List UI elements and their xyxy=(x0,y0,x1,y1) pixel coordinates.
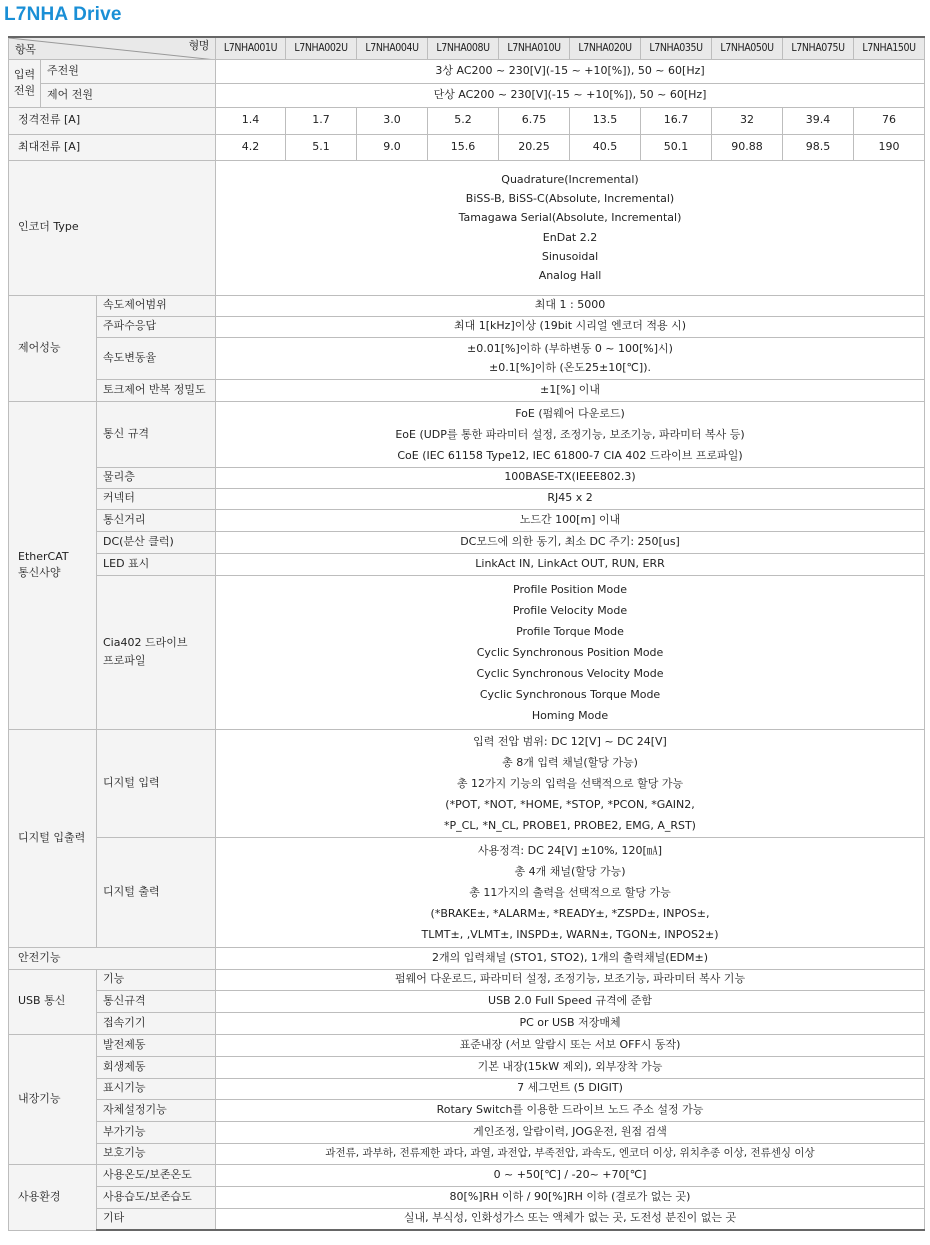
dc-value: DC모드에 의한 동기, 최소 DC 주기: 250[us] xyxy=(216,531,925,553)
control-power-row xyxy=(9,83,925,107)
builtin-value: 표준내장 (서보 알람시 또는 서보 OFF시 동작) xyxy=(216,1034,925,1056)
rated-current-value: 1.7 xyxy=(286,107,357,134)
comm-spec-line: FoE (펌웨어 다운로드) xyxy=(515,406,625,420)
digital-input-line: *P_CL, *N_CL, PROBE1, PROBE2, EMG, A_RST) xyxy=(444,818,696,832)
digital-input-line: 총 8개 입력 채널(할당 가능) xyxy=(502,755,638,769)
comm-spec-line: CoE (IEC 61158 Type12, IEC 61800-7 CIA 402 드라이브 프로파일) xyxy=(397,448,743,462)
page-title: L7NHA Drive xyxy=(4,4,122,25)
profile-row xyxy=(9,575,925,729)
builtin-label: 부가기능 xyxy=(97,1121,216,1143)
max-current-value: 9.0 xyxy=(357,134,428,160)
builtin-row xyxy=(9,1034,925,1056)
profile-line: Profile Velocity Mode xyxy=(512,603,628,617)
usb-device-label: 접속기기 xyxy=(97,1012,216,1034)
connector-label: 커넥터 xyxy=(97,488,216,509)
digital-output-line: 총 4개 채널(할당 가능) xyxy=(514,864,626,878)
model-name: L7NHA075U xyxy=(783,37,854,59)
environment-value: 실내, 부식성, 인화성가스 또는 액체가 없는 곳, 도전성 분진이 없는 곳 xyxy=(216,1208,925,1230)
model-name: L7NHA020U xyxy=(570,37,641,59)
comm-spec-value xyxy=(216,401,925,467)
speed-variation-label: 속도변동율 xyxy=(97,337,216,379)
max-current-value: 50.1 xyxy=(641,134,712,160)
freq-response-value: 최대 1[kHz]이상 (19bit 시리얼 엔코더 적용 시) xyxy=(216,316,925,337)
builtin-row xyxy=(9,1099,925,1121)
usb-std-label: 통신규격 xyxy=(97,990,216,1012)
usb-std-value: USB 2.0 Full Speed 규격에 준함 xyxy=(216,990,925,1012)
digital-output-line: TLMT±, ,VLMT±, INSPD±, WARN±, TGON±, INPOS2±) xyxy=(421,927,719,941)
header-row xyxy=(9,37,925,59)
main-power-value: 3상 AC200 ~ 230[V](-15 ~ +10[%]), 50 ~ 60[Hz] xyxy=(216,59,925,83)
builtin-value: Rotary Switch를 이용한 드라이브 노드 주소 설정 가능 xyxy=(216,1099,925,1121)
builtin-label: 발전제동 xyxy=(97,1034,216,1056)
environment-row xyxy=(9,1164,925,1186)
environment-value: 80[%]RH 이하 / 90[%]RH 이하 (결로가 없는 곳) xyxy=(216,1186,925,1208)
profile-label: Cia402 드라이브 프로파일 xyxy=(97,575,216,729)
digital-input-label: 디지털 입력 xyxy=(97,729,216,837)
environment-label: 사용습도/보존습도 xyxy=(97,1186,216,1208)
torque-precision-label: 토크제어 반복 정밀도 xyxy=(97,379,216,401)
connector-value: RJ45 x 2 xyxy=(216,488,925,509)
environment-label: 기타 xyxy=(97,1208,216,1230)
builtin-label: 회생제동 xyxy=(97,1056,216,1078)
rated-current-value: 76 xyxy=(854,107,925,134)
comm-distance-value: 노드간 100[m] 이내 xyxy=(216,509,925,531)
max-current-value: 190 xyxy=(854,134,925,160)
comm-distance-row xyxy=(9,509,925,531)
max-current-value: 5.1 xyxy=(286,134,357,160)
model-name: L7NHA035U xyxy=(641,37,712,59)
encoder-line: BiSS-B, BiSS-C(Absolute, Incremental) xyxy=(465,191,675,205)
builtin-value: 7 세그먼트 (5 DIGIT) xyxy=(216,1078,925,1099)
profile-line: Profile Torque Mode xyxy=(516,624,624,638)
usb-device-row xyxy=(9,1012,925,1034)
control-power-value: 단상 AC200 ~ 230[V](-15 ~ +10[%]), 50 ~ 60[Hz] xyxy=(216,83,925,107)
builtin-label: 자체설정기능 xyxy=(97,1099,216,1121)
led-row xyxy=(9,553,925,575)
profile-line: Cyclic Synchronous Velocity Mode xyxy=(476,666,664,680)
usb-func-label: 기능 xyxy=(97,969,216,990)
rated-current-value: 3.0 xyxy=(357,107,428,134)
builtin-label: 보호기능 xyxy=(97,1143,216,1164)
environment-value: 0 ~ +50[℃] / -20~ +70[℃] xyxy=(216,1164,925,1186)
comm-distance-label: 통신거리 xyxy=(97,509,216,531)
encoder-value xyxy=(216,160,925,295)
speed-range-value: 최대 1 : 5000 xyxy=(216,295,925,316)
header-corner xyxy=(9,37,216,59)
builtin-row xyxy=(9,1121,925,1143)
encoder-label: 인코더 Type xyxy=(9,160,216,295)
environment-label: 사용온도/보존온도 xyxy=(97,1164,216,1186)
rated-current-value: 1.4 xyxy=(216,107,286,134)
physical-layer-row xyxy=(9,467,925,488)
usb-func-value: 펌웨어 다운로드, 파라미터 설정, 조정기능, 보조기능, 파라미터 복사 기능 xyxy=(216,969,925,990)
encoder-line: Tamagawa Serial(Absolute, Incremental) xyxy=(458,211,682,225)
rated-current-value: 5.2 xyxy=(428,107,499,134)
corner-diagonal xyxy=(9,38,216,59)
rated-current-value: 6.75 xyxy=(499,107,570,134)
freq-response-row xyxy=(9,316,925,337)
freq-response-label: 주파수응답 xyxy=(97,316,216,337)
usb-func-row xyxy=(9,969,925,990)
usb-std-row xyxy=(9,990,925,1012)
control-group: 제어성능 xyxy=(9,295,97,401)
rated-current-value: 32 xyxy=(712,107,783,134)
profile-line: Cyclic Synchronous Torque Mode xyxy=(479,687,661,701)
builtin-row xyxy=(9,1143,925,1164)
builtin-label: 표시기능 xyxy=(97,1078,216,1099)
digital-output-value xyxy=(216,837,925,947)
digital-output-line: (*BRAKE±, *ALARM±, *READY±, *ZSPD±, INPOS±, xyxy=(430,906,710,920)
led-value: LinkAct IN, LinkAct OUT, RUN, ERR xyxy=(216,553,925,575)
max-current-value: 4.2 xyxy=(216,134,286,160)
builtin-value: 게인조정, 알람이력, JOG운전, 원점 검색 xyxy=(216,1121,925,1143)
torque-precision-row xyxy=(9,379,925,401)
rated-current-value: 13.5 xyxy=(570,107,641,134)
builtin-value: 과전류, 과부하, 전류제한 과다, 과열, 과전압, 부족전압, 과속도, 엔코더 이상, 위치추종 이상, 전류센싱 이상 xyxy=(216,1143,925,1164)
model-name: L7NHA150U xyxy=(854,37,925,59)
physical-layer-value: 100BASE-TX(IEEE802.3) xyxy=(216,467,925,488)
model-name: L7NHA008U xyxy=(428,37,499,59)
physical-layer-label: 물리층 xyxy=(97,467,216,488)
encoder-line: Quadrature(Incremental) xyxy=(501,172,639,186)
digital-io-group: 디지털 입출력 xyxy=(9,729,97,947)
profile-line: Homing Mode xyxy=(531,708,609,722)
usb-group: USB 통신 xyxy=(9,969,97,1034)
ethercat-group: EtherCAT 통신사양 xyxy=(9,401,97,729)
comm-spec-line: EoE (UDP를 통한 파라미터 설정, 조정기능, 보조기능, 파라미터 복사 등) xyxy=(395,427,745,441)
builtin-group: 내장기능 xyxy=(9,1034,97,1164)
max-current-value: 15.6 xyxy=(428,134,499,160)
max-current-value: 98.5 xyxy=(783,134,854,160)
safety-label: 안전기능 xyxy=(9,947,216,969)
dc-row xyxy=(9,531,925,553)
comm-spec-row xyxy=(9,401,925,467)
max-current-value: 90.88 xyxy=(712,134,783,160)
torque-precision-value: ±1[%] 이내 xyxy=(216,379,925,401)
environment-group: 사용환경 xyxy=(9,1164,97,1230)
safety-value: 2개의 입력채널 (STO1, STO2), 1개의 출력채널(EDM±) xyxy=(216,947,925,969)
spec-table xyxy=(8,36,925,1231)
encoder-line: EnDat 2.2 xyxy=(542,230,598,244)
digital-input-line: 입력 전압 범위: DC 12[V] ~ DC 24[V] xyxy=(473,734,667,748)
builtin-row xyxy=(9,1078,925,1099)
main-power-label: 주전원 xyxy=(41,59,216,83)
model-name: L7NHA004U xyxy=(357,37,428,59)
dc-label: DC(분산 클럭) xyxy=(97,531,216,553)
header-item-label: 항목 xyxy=(15,42,36,56)
digital-input-line: (*POT, *NOT, *HOME, *STOP, *PCON, *GAIN2, xyxy=(445,797,695,811)
safety-row xyxy=(9,947,925,969)
digital-output-line: 사용정격: DC 24[V] ±10%, 120[㎃] xyxy=(477,843,663,857)
max-current-value: 20.25 xyxy=(499,134,570,160)
led-label: LED 표시 xyxy=(97,553,216,575)
rated-current-label: 정격전류 [A] xyxy=(9,107,216,134)
max-current-label: 최대전류 [A] xyxy=(9,134,216,160)
rated-current-value: 16.7 xyxy=(641,107,712,134)
profile-value xyxy=(216,575,925,729)
main-power-row xyxy=(9,59,925,83)
speed-range-row xyxy=(9,295,925,316)
encoder-line: Analog Hall xyxy=(538,269,602,283)
profile-line: Cyclic Synchronous Position Mode xyxy=(476,645,664,659)
header-model-label: 형명 xyxy=(188,39,210,52)
comm-spec-label: 통신 규격 xyxy=(97,401,216,467)
digital-output-label: 디지털 출력 xyxy=(97,837,216,947)
usb-device-value: PC or USB 저장매체 xyxy=(216,1012,925,1034)
digital-input-line: 총 12가지 기능의 입력을 선택적으로 할당 가능 xyxy=(456,776,684,790)
profile-line: Profile Position Mode xyxy=(513,582,628,596)
encoder-line: Sinusoidal xyxy=(541,249,599,263)
digital-output-line: 총 11가지의 출력을 선택적으로 할당 가능 xyxy=(469,885,671,899)
digital-input-value xyxy=(216,729,925,837)
speed-range-label: 속도제어범위 xyxy=(97,295,216,316)
environment-row xyxy=(9,1208,925,1230)
environment-row xyxy=(9,1186,925,1208)
model-name: L7NHA002U xyxy=(286,37,357,59)
speed-variation-row xyxy=(9,337,925,379)
speed-variation-line: ±0.01[%]이하 (부하변동 0 ~ 100[%]시) xyxy=(467,342,673,355)
builtin-value: 기본 내장(15kW 제외), 외부장착 가능 xyxy=(216,1056,925,1078)
connector-row xyxy=(9,488,925,509)
encoder-row xyxy=(9,160,925,295)
max-current-row xyxy=(9,134,925,160)
rated-current-value: 39.4 xyxy=(783,107,854,134)
speed-variation-value xyxy=(216,337,925,379)
model-name: L7NHA050U xyxy=(712,37,783,59)
builtin-row xyxy=(9,1056,925,1078)
input-power-group: 입력 전원 xyxy=(9,59,41,107)
speed-variation-line: ±0.1[%]이하 (온도25±10[℃]). xyxy=(489,361,651,374)
digital-output-row xyxy=(9,837,925,947)
model-name: L7NHA001U xyxy=(216,37,286,59)
control-power-label: 제어 전원 xyxy=(41,83,216,107)
max-current-value: 40.5 xyxy=(570,134,641,160)
model-name: L7NHA010U xyxy=(499,37,570,59)
rated-current-row xyxy=(9,107,925,134)
digital-input-row xyxy=(9,729,925,837)
